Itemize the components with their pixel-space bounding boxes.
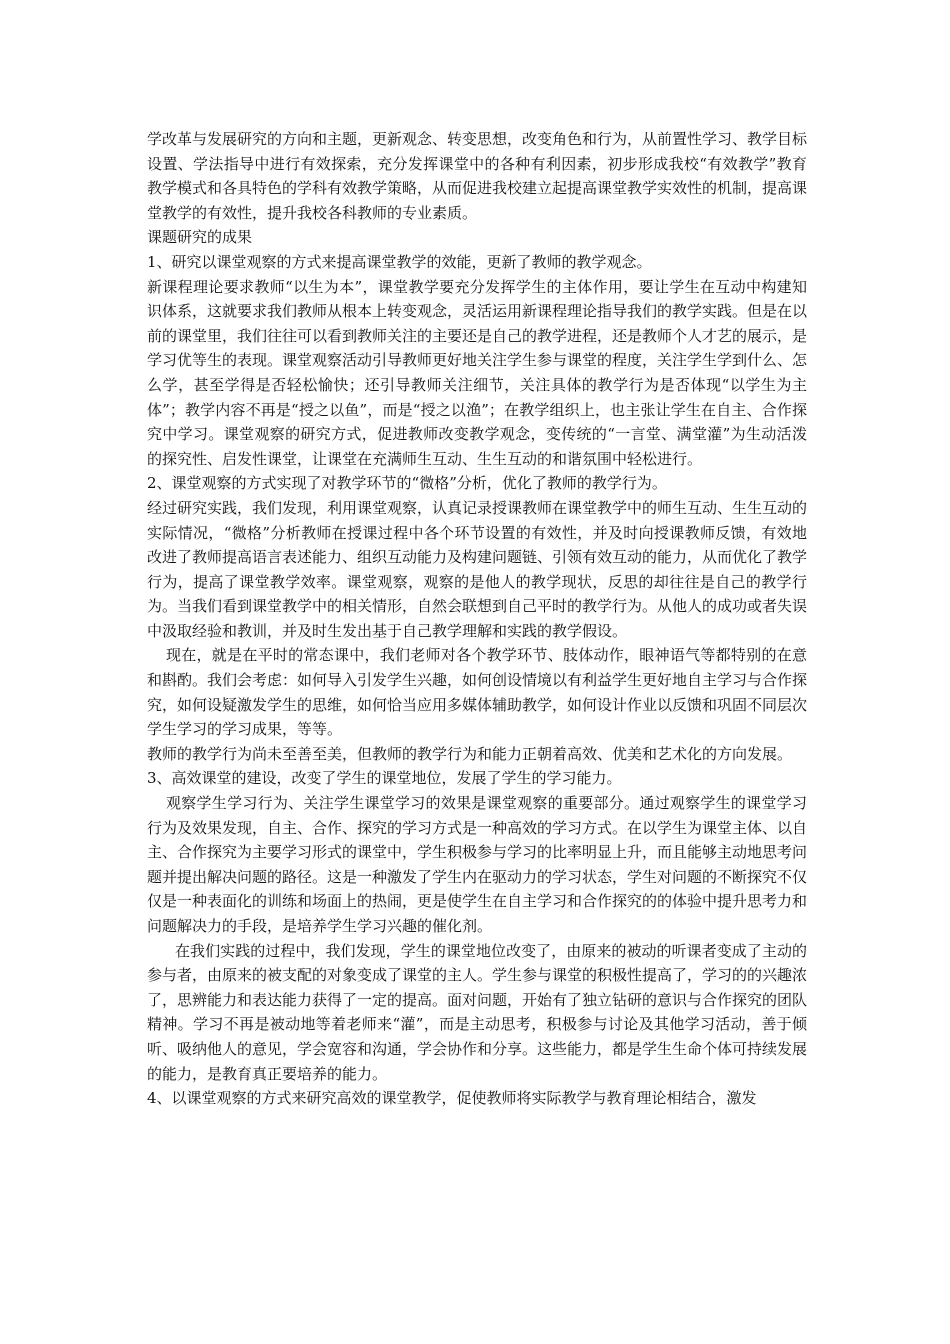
numbered-heading-1: 1、研究以课堂观察的方式来提高课堂教学的效能，更新了教师的教学观念。 [147,252,652,271]
paragraph-3-practice: 在我们实践的过程中，我们发现，学生的课堂地位改变了，由原来的被动的听课者变成了主动的参与者，由原来的被支配的对象变成了课堂的主人。学生参与课堂的积极性提高了，学习的的兴趣浓了，思辨能力和表达能力获得了一定的提高。面对问题，开始有了独立钻研的意识与合作探究的团队精神。学习不再是被动地等着老师来“灌”，而是主动思考，积极参与讨论及其他学习活动，善于倾听、吸纳他人的意见，学会宽容和沟通，学会协作和分享。这些能力，都是学生生命个体可持续发展的能力，是教育真正要培养的能力。 [147,941,808,1083]
paragraph-3-body: 观察学生学习行为、关注学生课堂学习的效果是课堂观察的重要部分。通过观察学生的课堂学习行为及效果发现，自主、合作、探究的学习方式是一种高效的学习方式。在以学生为课堂主体、以自主、合作探究为主要学习形式的课堂中，学生积极参与学习的比率明显上升，而且能够主动地思考问题并提出解决问题的路径。这是一种激发了学生内在驱动力的学习状态，学生对问题的不断探究不仅仅是一种表面化的训练和场面上的热闹，更是使学生在自主学习和合作探究的的体验中提升思考力和问题解决力的手段，是培养学生学习兴趣的催化剂。 [147,794,808,935]
numbered-heading-3: 3、高效课堂的建设，改变了学生的课堂地位，发展了学生的学习能力。 [147,769,622,788]
section-heading-results: 课题研究的成果 [147,228,253,247]
numbered-heading-4: 4、以课堂观察的方式来研究高效的课堂教学，促使教师将实际教学与教育理论相结合，激发 [147,1089,757,1108]
paragraph-2-body: 经过研究实践，我们发现，利用课堂观察，认真记录授课教师在课堂教学中的师生互动、生生互动的实际情况，“微格”分析教师在授课过程中各个环节设置的有效性，并及时向授课教师反馈，有效地改进了教师提高语言表述能力、组织互动能力及构建问题链、引领有效互动的能力，从而优化了教学行为，提高了课堂教学效率。课堂观察，观察的是他人的教学现状，反思的却往往是自己的教学行为。当我们看到课堂教学中的相关情形，自然会联想到自己平时的教学行为。从他人的成功或者失误中汲取经验和教训，并及时生发出基于自己教学理解和实践的教学假设。 [147,498,808,640]
numbered-heading-2: 2、课堂观察的方式实现了对教学环节的“微格”分析，优化了教师的教学行为。 [147,474,667,493]
paragraph-1-body: 新课程理论要求教师“以生为本”，课堂教学要充分发挥学生的主体作用，要让学生在互动中构建知识体系，这就要求我们教师从根本上转变观念，灵活运用新课程理论指导我们的教学实践。但是在以前的课堂里，我们往往可以看到教师关注的主要还是自己的教学进程，还是教师个人才艺的展示，是学习优等生的表现。课堂观察活动引导教师更好地关注学生参与课堂的程度，关注学生学到什么、怎么学，甚至学得是否轻松愉快；还引导教师关注细节，关注具体的教学行为是否体现“以学生为主体”；教学内容不再是“授之以鱼”，而是“授之以渔”；在教学组织上，也主张让学生在自主、合作探究中学习。课堂观察的研究方式，促进教师改变教学观念，变传统的“一言堂、满堂灌”为生动活泼的探究性、启发性课堂，让课堂在充满师生互动、生生互动的和谐氛围中轻松进行。 [147,277,808,468]
paragraph-2-now: 现在，就是在平时的常态课中，我们老师对各个教学环节、肢体动作，眼神语气等都特别的在意和斟酌。我们会考虑：如何导入引发学生兴趣，如何创设情境以有利益学生更好地自主学习与合作探究，如何设疑激发学生的思维，如何恰当应用多媒体辅助教学，如何设计作业以反馈和巩固不同层次学生学习的学习成果，等等。 [147,646,808,739]
document-body [147,127,807,1111]
paragraph-2-conclusion: 教师的教学行为尚未至善至美，但教师的教学行为和能力正朝着高效、优美和艺术化的方向发展。 [147,744,793,763]
paragraph-intro-continued: 学改革与发展研究的方向和主题，更新观念、转变思想，改变角色和行为，从前置性学习、教学目标设置、学法指导中进行有效探索，充分发挥课堂中的各种有利因素，初步形成我校“有效教学”教育教学模式和各具特色的学科有效教学策略，从而促进我校建立起提高课堂教学实效性的机制，提高课堂教学的有效性，提升我校各科教师的专业素质。 [147,130,808,222]
